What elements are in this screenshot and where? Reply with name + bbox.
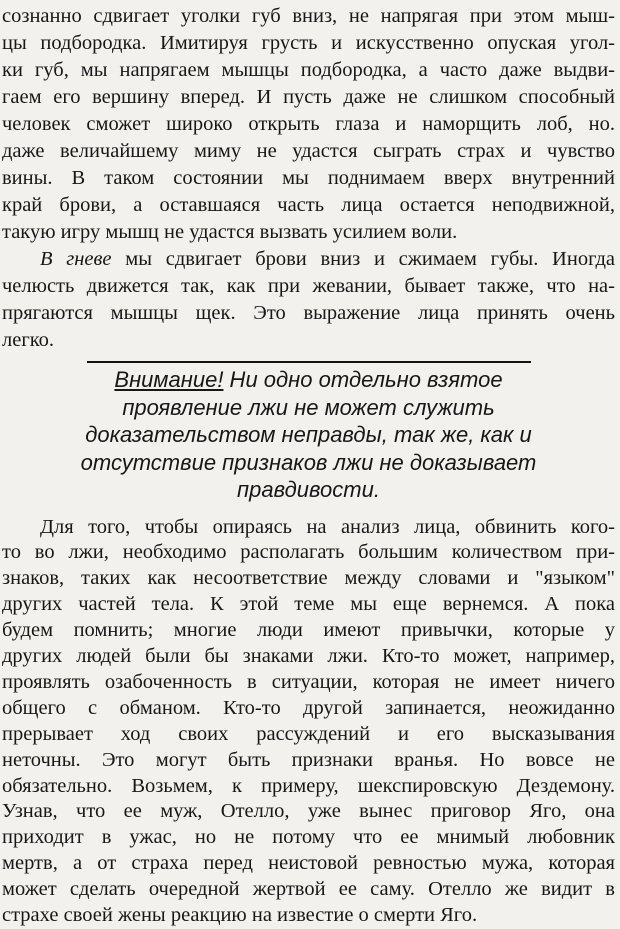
emphasis-in-anger: В гневе <box>40 248 112 270</box>
text-line: общего с обманом. Кто-то другой запинается, неожиданно <box>2 696 615 722</box>
text-line <box>2 366 615 394</box>
text-line: челюсть движется так, как при жевании, бывает также, что на- <box>2 273 615 300</box>
text-line: сознанно сдвигает уголки губ вниз, не напрягая при этом мыш- <box>2 3 615 30</box>
text-line: отсутствие признаков лжи не доказывает <box>2 449 615 477</box>
text-line: цы подбородка. Имитируя грусть и искусственно опуская угол- <box>2 30 615 57</box>
text-line: будем помнить; многие люди имеют привычки, которые у <box>2 618 615 644</box>
attention-label: Внимание! <box>114 367 223 392</box>
text-line: прягаются мышцы щек. Это выражение лица принять очень <box>2 300 615 327</box>
paragraph-3 <box>2 515 615 929</box>
text-line: других людей были бы знаками лжи. Кто-то может, например, <box>2 644 615 670</box>
text-line: доказательством неправды, так же, как и <box>2 421 615 449</box>
text-line: страхе своей жены реакцию на известие о смерти Яго. <box>2 903 615 929</box>
paragraph-2 <box>2 246 615 354</box>
text-line: то во лжи, необходимо располагать большим количеством при- <box>2 540 615 566</box>
text-line: обязательно. Возьмем, к примеру, шекспировскую Дездемону. <box>2 774 615 800</box>
text-line: знаков, таких как несоответствие между словами и "языком" <box>2 566 615 592</box>
text-line: ки губ, мы напрягаем мышцы подбородка, а часто даже выдви- <box>2 57 615 84</box>
attention-divider-rule <box>87 361 531 363</box>
text-line: прерывает ход своих рассуждений и его высказывания <box>2 722 615 748</box>
text-line <box>2 246 615 273</box>
text-line: неточны. Это могут быть признаки вранья. Но вовсе не <box>2 748 615 774</box>
text-line: Узнав, что ее муж, Отелло, уже вынес приговор Яго, она <box>2 799 615 825</box>
text-line: проявлять озабоченность в ситуации, которая не имеет ничего <box>2 670 615 696</box>
text-line: Для того, чтобы опираясь на анализ лица, обвинить кого- <box>2 515 615 541</box>
text-line: гаем его вершину вперед. И пусть даже не слишком способный <box>2 84 615 111</box>
text-line: вины. В таком состоянии мы поднимаем вверх внутренний <box>2 165 615 192</box>
text-line: легко. <box>2 327 615 354</box>
text-line: человек сможет широко открыть глаза и наморщить лоб, но. <box>2 111 615 138</box>
text-line: правдивости. <box>2 476 615 504</box>
paragraph-1 <box>2 3 615 246</box>
text-run: Ни одно отдельно взятое <box>223 367 502 392</box>
text-line: даже величайшему миму не удастся сыграть страх и чувство <box>2 138 615 165</box>
text-line: может сделать очередной жертвой ее саму. Отелло же видит в <box>2 877 615 903</box>
text-run: мы сдвигает брови вниз и сжимаем губы. Иногда <box>112 248 615 270</box>
text-line: других частей тела. К этой теме мы еще вернемся. А пока <box>2 592 615 618</box>
attention-note <box>2 366 615 504</box>
text-line: проявление лжи не может служить <box>2 394 615 422</box>
text-line: приходит в ужас, но не потому что ее мнимый любовник <box>2 825 615 851</box>
text-line: край брови, а оставшаяся часть лица остается неподвижной, <box>2 192 615 219</box>
text-line: мертв, а от страха перед неистовой ревностью мужа, которая <box>2 851 615 877</box>
text-line: такую игру мышц не удастся вызвать усилием воли. <box>2 219 615 246</box>
